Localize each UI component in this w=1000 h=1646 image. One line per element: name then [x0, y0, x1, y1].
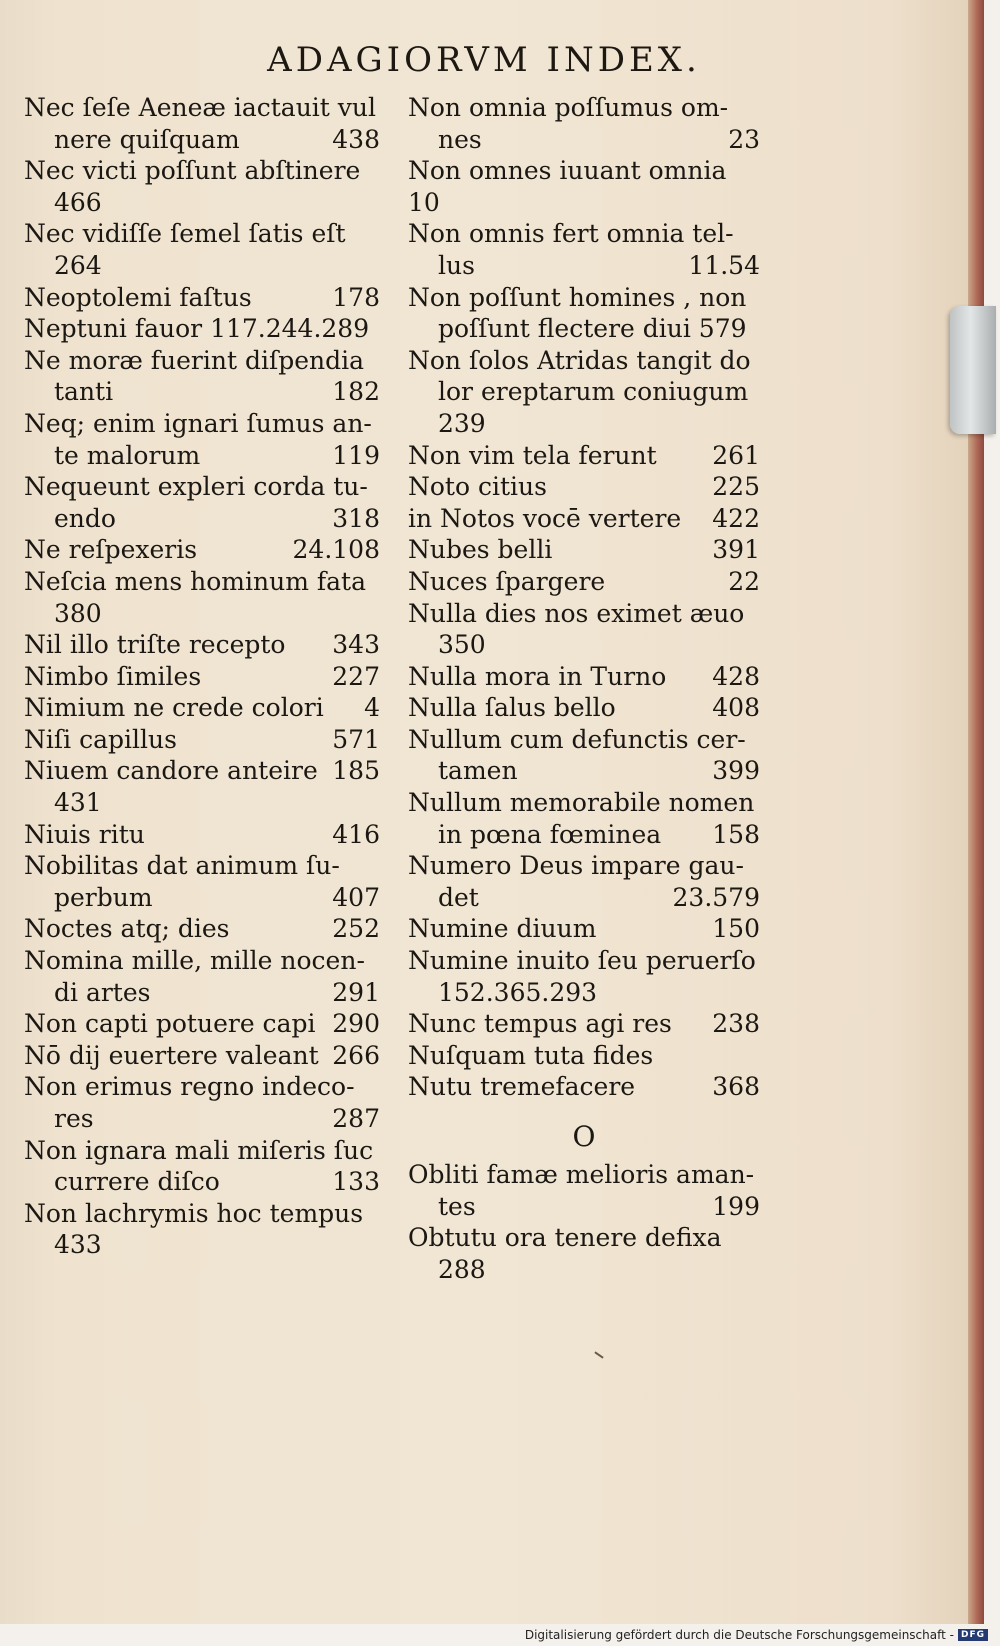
entry-text: Ne moræ fuerint diſpendia [24, 345, 365, 375]
index-entry [408, 566, 760, 598]
page-clip [950, 306, 996, 434]
index-entry [408, 534, 760, 566]
entry-text: Numine inuito ſeu peruerſo [408, 946, 756, 976]
index-entry [24, 850, 380, 913]
entry-text: Non omnes iuuant omnia 10 [408, 156, 727, 217]
entry-page-reference: 571 [332, 724, 380, 754]
entry-text: Non lachrymis hoc tempus [24, 1198, 364, 1228]
entry-page-reference: 23.579 [672, 882, 760, 912]
entry-page-reference: 158 [712, 819, 760, 849]
entry-continuation: endo [54, 503, 116, 533]
index-entry [408, 345, 760, 440]
index-entry [24, 724, 380, 756]
entry-page-reference: 252 [332, 914, 380, 944]
entry-continuation: tanti [54, 377, 114, 407]
index-entry [24, 471, 380, 534]
page-edge [968, 0, 984, 1624]
entry-page-number: 466 [54, 187, 102, 217]
entry-page-reference: 178 [332, 282, 380, 312]
entry-text: Nullum memorabile nomen [408, 788, 755, 818]
entry-page-reference: 416 [332, 819, 380, 849]
entry-text: Numine diuum [408, 914, 597, 944]
footer-text: Digitalisierung gefördert durch die Deutsche Forschungsgemeinschaft - [524, 1628, 954, 1642]
entry-page-reference: 23 [728, 124, 760, 154]
index-entry [24, 945, 380, 1008]
index-entry [408, 1222, 760, 1285]
index-entry [24, 345, 380, 408]
entry-page-reference: 287 [332, 1104, 380, 1133]
index-entry [408, 598, 760, 661]
entry-text: Obtutu ora tenere defixa [408, 1223, 722, 1253]
index-entry [24, 155, 380, 218]
dfg-logo-icon: DFG [958, 1629, 988, 1641]
index-entry [24, 566, 380, 629]
entry-text: Obliti famæ melioris aman- [408, 1160, 755, 1189]
index-column-right [408, 92, 760, 1285]
index-entry [24, 661, 380, 693]
index-entry [408, 945, 760, 1008]
index-entry [408, 913, 760, 945]
index-entry [24, 218, 380, 281]
entry-text: Nec vidiſſe ſemel ſatis eſt [24, 219, 346, 249]
entry-continuation: det [438, 882, 479, 912]
entry-text: Non omnia poſſumus om- [408, 93, 729, 122]
entry-text: Neſcia mens hominum fata [24, 566, 366, 596]
index-entry [408, 92, 760, 155]
entry-page-reference: 368 [712, 1072, 760, 1102]
entry-page-number: 380 [54, 598, 102, 628]
entry-text: Non erimus regno indeco- [24, 1072, 355, 1102]
index-entry [24, 1135, 380, 1198]
entry-text: Nulla mora in Turno [408, 661, 667, 691]
entry-text: Noctes atq; dies [24, 914, 230, 944]
index-entry [24, 92, 380, 155]
entry-page-reference: 185 [332, 756, 380, 786]
index-entry [408, 503, 760, 535]
index-entry [24, 1071, 380, 1134]
entry-text: in Notos vocē vertere [408, 503, 682, 533]
index-entry [24, 787, 380, 819]
entry-continuation: 152.365.293 [438, 977, 598, 1007]
index-entry [408, 1008, 760, 1040]
index-entry [408, 1159, 760, 1222]
index-entry [24, 313, 380, 345]
index-entry [24, 534, 380, 566]
entry-page-reference: 182 [332, 377, 380, 407]
entry-page-reference: 227 [332, 661, 380, 691]
index-entry [24, 408, 380, 471]
entry-page-reference: 11.54 [688, 250, 760, 280]
entry-continuation: te malorum [54, 440, 201, 470]
entry-page-reference: 133 [332, 1167, 380, 1197]
index-entry [408, 692, 760, 724]
footer [525, 1628, 988, 1642]
entry-text: Nequeunt expleri corda tu- [24, 472, 368, 502]
entry-continuation: in pœna fœminea [438, 819, 662, 849]
index-entry [408, 282, 760, 345]
entry-page-number: 264 [54, 250, 102, 280]
entry-continuation: nes [438, 124, 482, 154]
index-entry [408, 1071, 760, 1103]
index-column-left [24, 92, 380, 1261]
entry-page-reference: 266 [332, 1040, 380, 1070]
index-entry [408, 661, 760, 693]
index-entry [24, 1008, 380, 1040]
entry-continuation: tes [438, 1191, 476, 1221]
entry-page-reference: 238 [712, 1009, 760, 1039]
entry-continuation: poſſunt flectere diui 579 [438, 314, 747, 344]
entry-page-number: 288 [438, 1254, 486, 1284]
entry-page-reference: 399 [712, 756, 760, 786]
entry-continuation: currere diſco [54, 1167, 220, 1197]
entry-continuation: lor ereptarum coniugum [438, 377, 749, 407]
entry-continuation: perbum [54, 882, 153, 912]
index-entry [408, 440, 760, 472]
entry-page-reference: 422 [712, 503, 760, 533]
index-entry [408, 218, 760, 281]
entry-page-reference: 4 [364, 693, 380, 723]
entry-continuation: res [54, 1104, 94, 1133]
entry-page-reference: 343 [332, 630, 380, 660]
entry-text: Niſi capillus [24, 724, 177, 754]
entry-continuation: lus [438, 250, 475, 280]
entry-text: Neq; enim ignari ſumus an- [24, 408, 372, 438]
entry-text: Neoptolemi faſtus [24, 282, 252, 312]
entry-text: Nuſquam tuta fides [408, 1040, 654, 1070]
entry-text: Nō dij euertere valeant [24, 1040, 319, 1070]
entry-text: Nunc tempus agi res [408, 1009, 672, 1039]
page-title: ADAGIORVM INDEX. [267, 40, 701, 80]
index-entry [24, 282, 380, 314]
entry-page-reference: 290 [332, 1009, 380, 1039]
index-entry [24, 755, 380, 787]
index-entry [24, 1198, 380, 1261]
entry-text: Neptuni fauor 117.244.289 [24, 314, 370, 344]
entry-page-reference: 150 [712, 914, 760, 944]
entry-text: Numero Deus impare gau- [408, 851, 744, 881]
entry-text: Nec victi poſſunt abſtinere [24, 156, 361, 186]
entry-page-reference: 291 [332, 977, 380, 1007]
entry-text: Nimbo ſimiles [24, 661, 202, 691]
entry-page-reference: 428 [712, 661, 760, 691]
section-letter: O [572, 1120, 596, 1153]
entry-continuation: tamen [438, 756, 518, 786]
entry-page-number: 350 [438, 630, 486, 660]
entry-text: Nomina mille, mille nocen- [24, 946, 365, 976]
index-entry [24, 819, 380, 851]
entry-page-reference: 199 [712, 1191, 760, 1221]
index-entry [24, 692, 380, 724]
entry-page-reference: 438 [332, 124, 380, 154]
entry-text: Nimium ne crede colori [24, 693, 324, 723]
entry-page-reference: 24.108 [292, 535, 380, 565]
index-entry [408, 787, 760, 850]
entry-text: Nulla ſalus bello [408, 693, 616, 723]
entry-text: Niuem candore anteire [24, 756, 318, 786]
entry-text: Nil illo triſte recepto [24, 630, 286, 660]
entry-text: Non ſolos Atridas tangit do [408, 345, 751, 375]
entry-page-reference: 261 [712, 440, 760, 470]
entry-page-number: 239 [438, 408, 486, 438]
entry-page-reference: 408 [712, 693, 760, 723]
entry-page-reference: 391 [712, 535, 760, 565]
index-entry [24, 913, 380, 945]
entry-text: Nobilitas dat animum ſu- [24, 851, 340, 881]
index-entry [24, 1040, 380, 1072]
index-entry [24, 629, 380, 661]
entry-text: Non capti potuere capi [24, 1009, 316, 1039]
index-entry [408, 1040, 760, 1072]
entry-continuation: di artes [54, 977, 151, 1007]
entry-text: Noto citius [408, 472, 547, 502]
entry-page-reference: 225 [712, 472, 760, 502]
entry-text: Nulla dies nos eximet æuo [408, 598, 745, 628]
entry-page-reference: 22 [728, 566, 760, 596]
entry-text: Nec ſeſe Aeneæ iactauit vul [24, 93, 377, 122]
entry-text: Non poſſunt homines , non [408, 282, 747, 312]
entry-text: Nullum cum defunctis cer- [408, 724, 746, 754]
entry-text: Nuces ſpargere [408, 566, 606, 596]
entry-text: Non omnis fert omnia tel- [408, 219, 734, 249]
index-entry [408, 471, 760, 503]
entry-text: Non ignara mali miſeris ſuc [24, 1135, 374, 1165]
entry-page-reference: 407 [332, 882, 380, 912]
entry-text: Nutu tremefacere [408, 1072, 636, 1102]
entry-page-number: 433 [54, 1230, 102, 1260]
entry-page-reference: 119 [332, 440, 380, 470]
entry-text: Nubes belli [408, 535, 553, 565]
entry-page-number: 431 [54, 788, 102, 818]
entry-text: Niuis ritu [24, 819, 145, 849]
index-entry [408, 155, 760, 218]
index-entry [408, 724, 760, 787]
entry-page-reference: 318 [332, 503, 380, 533]
entry-continuation: nere quiſquam [54, 124, 240, 154]
entry-text: Ne reſpexeris [24, 535, 198, 565]
entry-text: Non vim tela ferunt [408, 440, 657, 470]
index-entry [408, 850, 760, 913]
